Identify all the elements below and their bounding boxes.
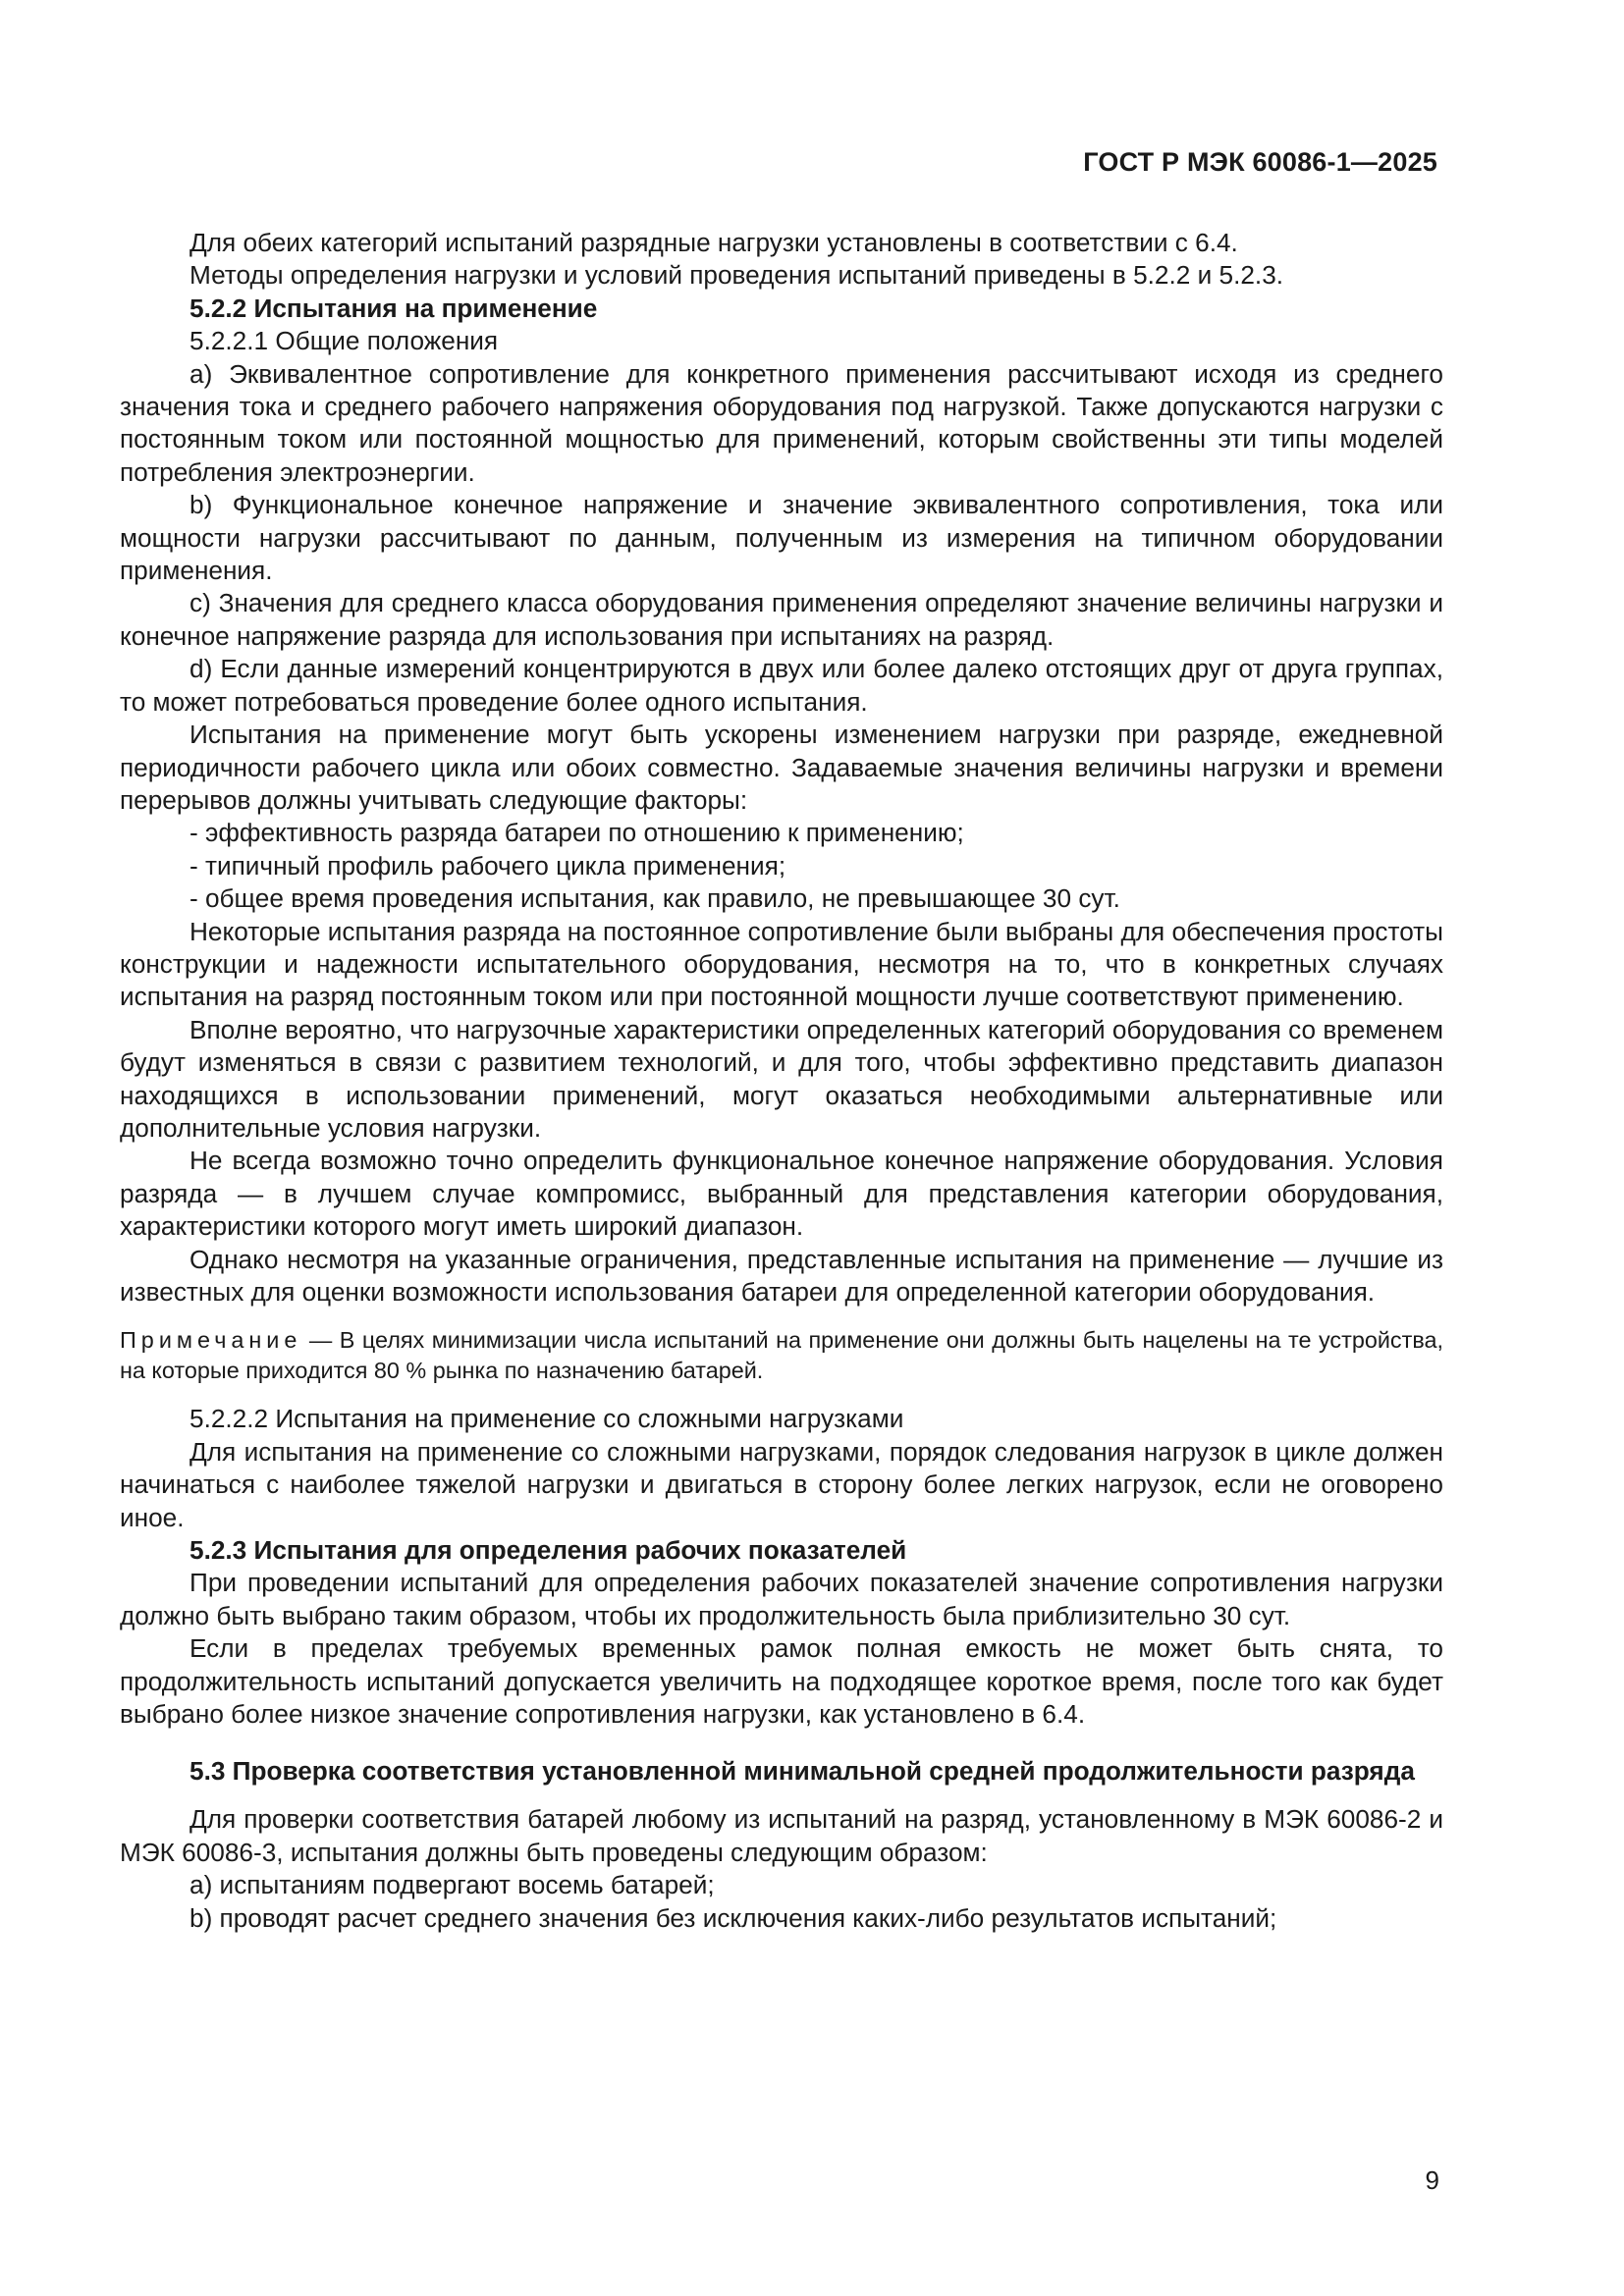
paragraph: Вполне вероятно, что нагрузочные характеристики определенных категорий оборудования со временем будут изменяться в связи с развитием технологий, и для того, чтобы эффективно представить диапазон находящихся в использовании применений, могут оказаться необходимыми альтернативные или дополнительные условия нагрузки.: [120, 1014, 1443, 1143]
list-item-b: b) Функциональное конечное напряжение и значение эквивалентного сопротивления, тока или мощности нагрузки рассчитывают по данным, полученным из измерения на типичном оборудовании применения.: [120, 490, 1443, 586]
paragraph: Если в пределах требуемых временных рамок полная емкость не может быть снята, то продолжительность испытаний допускается увеличить на подходящее короткое время, после того как будет выбрано более низкое значение сопротивления нагрузки, как установлено в 6.4.: [120, 1633, 1443, 1730]
paragraph: Методы определения нагрузки и условий проведения испытаний приведены в 5.2.2 и 5.2.3.: [189, 260, 1284, 291]
subsection-heading-5-2-2-1: 5.2.2.1 Общие положения: [189, 326, 499, 356]
document-body: [120, 227, 1443, 1935]
list-item-c: c) Значения для среднего класса оборудования применения определяют значение величины нагрузки и конечное напряжение разряда для использования при испытаниях на разряд.: [120, 588, 1443, 651]
paragraph: Для обеих категорий испытаний разрядные нагрузки установлены в соответствии с 6.4.: [189, 228, 1238, 257]
note-text: — В целях минимизации числа испытаний на применение они должны быть нацелены на те устройства, на которые приходится 80 % рынка по назначению батарей.: [120, 1327, 1443, 1384]
page-number: 9: [1425, 2165, 1439, 2195]
paragraph: Для испытания на применение со сложными нагрузками, порядок следования нагрузок в цикле должен начинаться с наиболее тяжелой нагрузки и двигаться в сторону более легких нагрузок, если не оговорено иное.: [120, 1436, 1443, 1532]
note: [120, 1325, 1443, 1386]
list-item-a: a) Эквивалентное сопротивление для конкретного применения рассчитывают исходя из среднего значения тока и среднего рабочего напряжения оборудования под нагрузкой. Также допускаются нагрузки с постоянным током или постоянной мощностью для применений, которым свойственны эти типы моделей потребления электроэнергии.: [120, 358, 1443, 487]
dash-list-item: - типичный профиль рабочего цикла применения;: [189, 850, 786, 881]
list-item-d: d) Если данные измерений концентрируются в двух или более далеко отстоящих друг от друга группах, то может потребоваться проведение более одного испытания.: [120, 654, 1443, 717]
paragraph: Не всегда возможно точно определить функциональное конечное напряжение оборудования. Условия разряда — в лучшем случае компромисс, выбранный для представления категории оборудования, характеристики которого могут иметь широкий диапазон.: [120, 1146, 1443, 1242]
paragraph: Для проверки соответствия батарей любому из испытаний на разряд, установленному в МЭК 60086-2 и МЭК 60086-3, испытания должны быть проведены следующим образом:: [120, 1804, 1443, 1867]
note-label: Примечание: [120, 1327, 302, 1354]
section-heading-5-3: 5.3 Проверка соответствия установленной минимальной средней продолжительности разряда: [189, 1756, 1415, 1787]
subsection-heading-5-2-2-2: 5.2.2.2 Испытания на применение со сложными нагрузками: [189, 1404, 904, 1434]
dash-list-item: - общее время проведения испытания, как правило, не превышающее 30 сут.: [189, 883, 1120, 914]
paragraph: Однако несмотря на указанные ограничения, представленные испытания на применение — лучшие из известных для оценки возможности использования батареи для определенной категории оборудования.: [120, 1244, 1443, 1307]
list-item-a: a) испытаниям подвергают восемь батарей;: [189, 1870, 715, 1900]
section-heading-5-2-2: 5.2.2 Испытания на применение: [189, 293, 598, 323]
paragraph: При проведении испытаний для определения рабочих показателей значение сопротивления нагрузки должно быть выбрано таким образом, чтобы их продолжительность была приблизительно 30 сут.: [120, 1568, 1443, 1630]
paragraph: Испытания на применение могут быть ускорены изменением нагрузки при разряде, ежедневной периодичности рабочего цикла или обоих совместно. Задаваемые значения величины нагрузки и времени перерывов должны учитывать следующие факторы:: [120, 720, 1443, 815]
list-item-b: b) проводят расчет среднего значения без исключения каких-либо результатов испытаний;: [189, 1902, 1277, 1933]
dash-list-item: - эффективность разряда батареи по отношению к применению;: [189, 818, 964, 848]
section-heading-5-2-3: 5.2.3 Испытания для определения рабочих показателей: [189, 1535, 907, 1566]
document-designation: ГОСТ Р МЭК 60086-1—2025: [1083, 147, 1437, 177]
paragraph: Некоторые испытания разряда на постоянное сопротивление были выбраны для обеспечения простоты конструкции и надежности испытательного оборудования, несмотря на то, что в конкретных случаях испытания на разряд постоянным током или при постоянной мощности лучше соответствуют применению.: [120, 916, 1443, 1012]
